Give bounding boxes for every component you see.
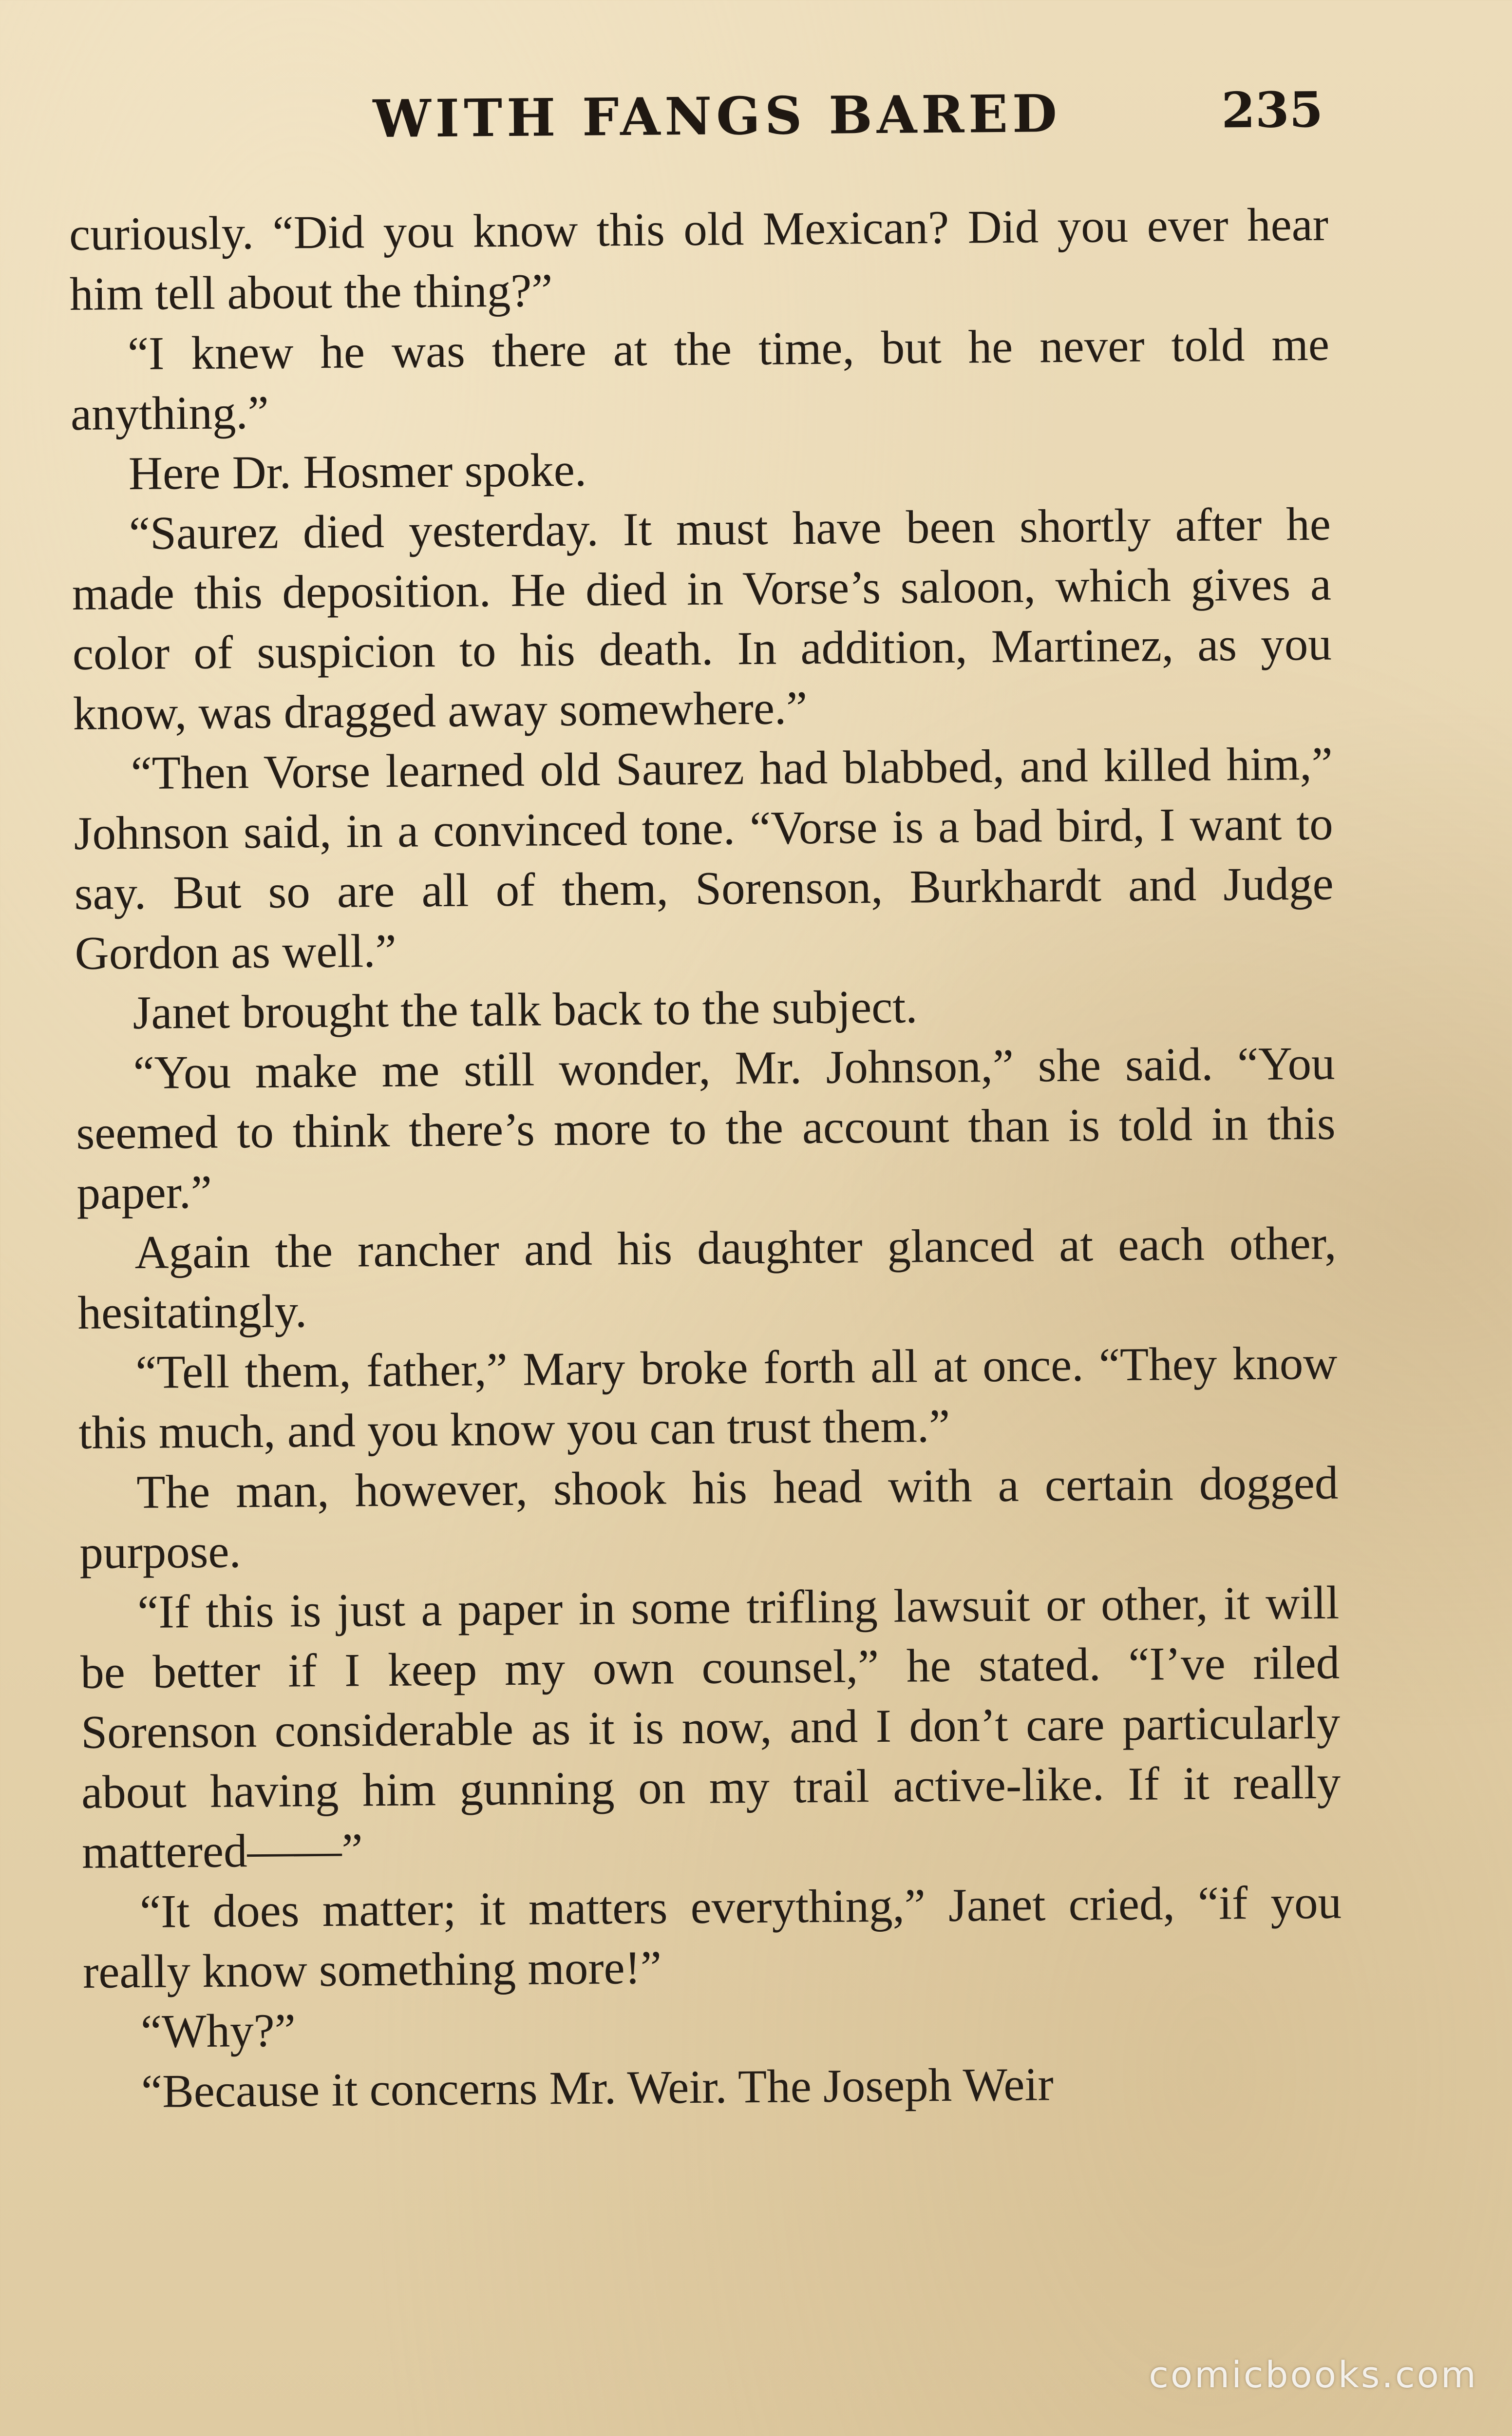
paragraph: “Saurez died yesterday. It must have been shortly after he made this deposition. He died in Vorse’s saloon, which gives a color of suspicion to his death. In addition, Martinez, as you know, was dragged away somewhere.” bbox=[72, 497, 1332, 740]
paragraph: “If this is just a paper in some trifling lawsuit or other, it will be better if I keep my own counsel,” he stated. “I’ve riled Sorenson considerable as it is now, and I don’t care particularly about having him gunning on my trail active-like. If it really mattered——” bbox=[80, 1576, 1341, 1878]
paragraph: “It does matter; it matters everything,” Janet cried, “if you really know something more!” bbox=[82, 1876, 1342, 1998]
paragraph-continuation: curiously. “Did you know this old Mexican? Did you ever hear him tell about the thing?” bbox=[69, 198, 1329, 321]
paragraph: The man, however, shook his head with a certain dogged purpose. bbox=[79, 1456, 1339, 1579]
paragraph: Here Dr. Hosmer spoke. bbox=[128, 443, 587, 500]
paragraph: “I knew he was there at the time, but he never told me anything.” bbox=[70, 318, 1330, 440]
paragraph: Janet brought the talk back to the subject. bbox=[132, 980, 918, 1039]
running-title: WITH FANGS BARED bbox=[373, 83, 1062, 150]
paragraph: “Then Vorse learned old Saurez had blabbed, and killed him,” Johnson said, in a convinced tone. “Vorse is a bad bird, I want to say. But so are all of them, Sorenson, Burkhardt and Judge Gordon as well.” bbox=[74, 737, 1334, 979]
paragraph: “Why?” bbox=[140, 2004, 296, 2057]
paragraph: “Because it concerns Mr. Weir. The Joseph Weir bbox=[141, 2058, 1054, 2117]
body-text bbox=[69, 194, 1343, 2122]
paragraph: “You make me still wonder, Mr. Johnson,” she said. “You seemed to think there’s more to the account than is told in this paper.” bbox=[76, 1037, 1336, 1219]
paragraph: Again the rancher and his daughter glanced at each other, hesitatingly. bbox=[77, 1217, 1337, 1339]
watermark: comicbooks.com bbox=[1149, 2354, 1478, 2396]
paragraph: “Tell them, father,” Mary broke forth all at once. “They know this much, and you know you can trust them.” bbox=[78, 1336, 1338, 1459]
page-number: 235 bbox=[1221, 80, 1323, 139]
running-head bbox=[0, 79, 1504, 164]
